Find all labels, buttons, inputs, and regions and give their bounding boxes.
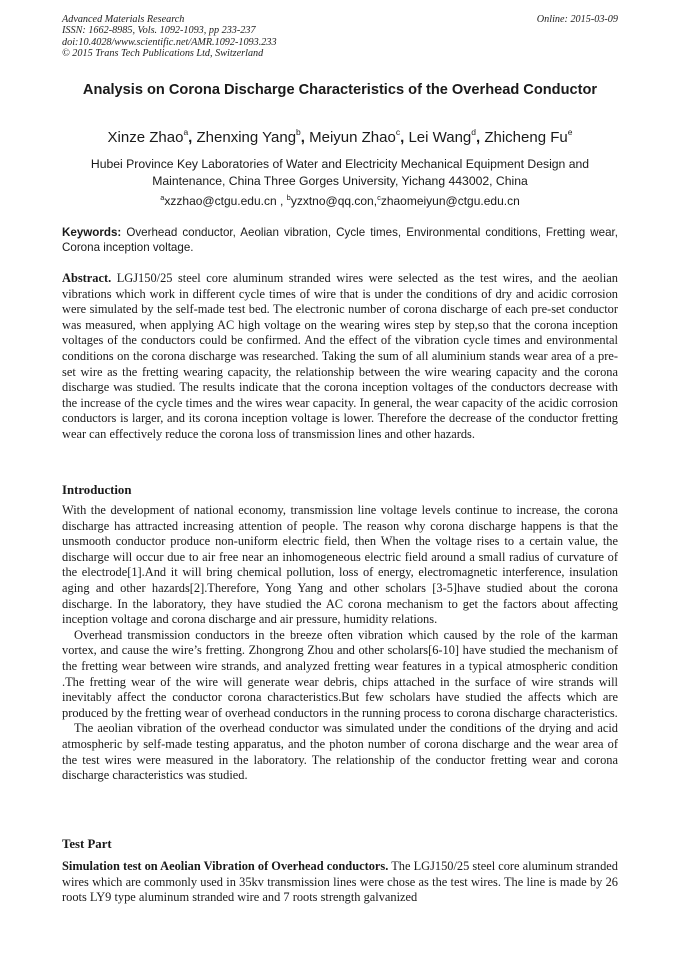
paper-title: Analysis on Corona Discharge Characteristics of the Overhead Conductor [82, 82, 598, 98]
abstract [62, 271, 618, 443]
issn-line: ISSN: 1662-8985, Vols. 1092-1093, pp 233-237 [62, 25, 256, 37]
test-part-heading: Test Part [62, 837, 112, 851]
intro-paragraph: Overhead transmission conductors in the breeze often vibration which caused by the role of the karman vortex, and cause the wire’s fretting. Zhongrong Zhou and other scholars[6-10] have studied the mechanism of the fretting wear between wire strands, and analyzed fretting wear features in a typical atmospheric condition .The fretting wear of the wire will generate wear debris, chips attached in the surface of wire strands will inevitably affect the conductor corona characteristics.But few scholars have studied the affects which are produced by the fretting wear of overhead conductors in the running process to corona discharge characteristics. [62, 627, 618, 720]
keywords-label: Keywords: [62, 226, 122, 239]
intro-paragraph: The aeolian vibration of the overhead conductor was simulated under the conditions of the drying and acid atmospheric by self-made testing apparatus, and the photon number of corona discharge and the wear area of the test wires were measured in the laboratory. The relationship of the conductor fretting wear and corona discharge characteristics was studied. [62, 721, 618, 783]
author-superscript: d [471, 127, 476, 137]
author-name: Xinze Zhao [107, 129, 184, 146]
author-name: Lei Wang [408, 129, 472, 146]
author-name: Zhicheng Fu [484, 129, 568, 146]
author-name: Zhenxing Yang [196, 129, 297, 146]
intro-paragraph: With the development of national economy, transmission line voltage levels continue to increase, the corona discharge has attracted increasing attention of people. The reason why corona discharge happens is that the unsmooth conductor produce non-uniform electric field, then When the voltage rises to a certain value, the discharge will occur due to air free near an inhomogeneous electric field around a small radius of curvature of the electrode[1].And it will bring chemical pollution, loss of energy, electromagnetic interference, insulation aging and other hazards[2].Therefore, Yong Yang and other scholars [3-5]have studied about the corona discharge. In the laboratory, they have studied the AC corona mechanism to get the factors about affecting inception voltage and corona discharge and air pressure, humidity relations. [62, 503, 618, 627]
test-part-body [62, 859, 618, 906]
introduction-body [62, 503, 618, 784]
introduction-heading: Introduction [62, 483, 132, 497]
abstract-label: Abstract. [62, 271, 112, 285]
affiliation: Hubei Province Key Laboratories of Water and Electricity Mechanical Equipment Design and Maintenance, China Three Gorges University, Yichang 443002, China [90, 157, 590, 188]
keywords-text: Overhead conductor, Aeolian vibration, Cycle times, Environmental conditions, Fretting wear, Corona inception voltage. [62, 226, 618, 255]
journal-header [62, 14, 618, 60]
email-address: zhaomeiyun@ctgu.edu.cn [380, 194, 520, 208]
author-separator: , [300, 129, 305, 146]
email-superscript: c [377, 193, 381, 202]
keywords [62, 225, 618, 255]
test-part-text: The LGJ150/25 steel core aluminum stranded wires which are commonly used in 35kv transmission lines were chose as the test wires. The line is made by 26 roots LY9 type aluminum stranded wire and 7 roots strength galvanized [62, 859, 618, 905]
email-address: yzxtno@qq.con, [290, 194, 378, 208]
author-list [62, 128, 618, 148]
copyright-line: © 2015 Trans Tech Publications Ltd, Switzerland [62, 48, 264, 60]
author-superscript: b [296, 127, 301, 137]
test-part-subheading: Simulation test on Aeolian Vibration of Overhead conductors. [62, 859, 389, 873]
journal-name: Advanced Materials Research [62, 14, 185, 25]
email-superscript: b [286, 193, 291, 202]
doi-line: doi:10.4028/www.scientific.net/AMR.1092-1093.233 [62, 36, 277, 48]
email-address: xzzhao@ctgu.edu.cn , [164, 194, 287, 208]
email-list [62, 193, 618, 209]
author-superscript: a [183, 127, 189, 137]
author-superscript: e [567, 127, 573, 137]
author-separator: , [475, 129, 481, 146]
author-separator: , [188, 129, 193, 146]
email-superscript: a [160, 193, 165, 202]
author-superscript: c [395, 127, 401, 137]
author-separator: , [400, 129, 405, 146]
author-name: Meiyun Zhao [309, 129, 396, 146]
online-date: Online: 2015-03-09 [536, 14, 618, 25]
abstract-text: LGJ150/25 steel core aluminum stranded wires were selected as the test wires, and the aeolian vibrations which work in different cycle times of wire that is under the conditions of dry and acidic corrosion were simulated by the self-made test bed. The electronic number of corona discharge of each pre-set conductor was measured, when applying AC high voltage on the wearing wires step by step,so that the corona inception voltages of the conductors could be confirmed. And the effect of the vibration cycle times and environmental conditions on the corona discharge was researched. Taking the sum of all aluminium stands wear area of a pre-set wire as the fretting wearing capacity, the relationship between the wire wearing capacity and the corona discharge was studied. The results indicate that the corona inception voltages of the conductors decrease with the increase of the cycle times and the wires wear capacity. In general, the wear capacity of the acidic corrosion conductors is larger, and its corona inception voltage is lower. Therefore the decrease of the conductor fretting wear can effectively reduce the corona loss of transmission lines and other hazards. [62, 271, 618, 441]
